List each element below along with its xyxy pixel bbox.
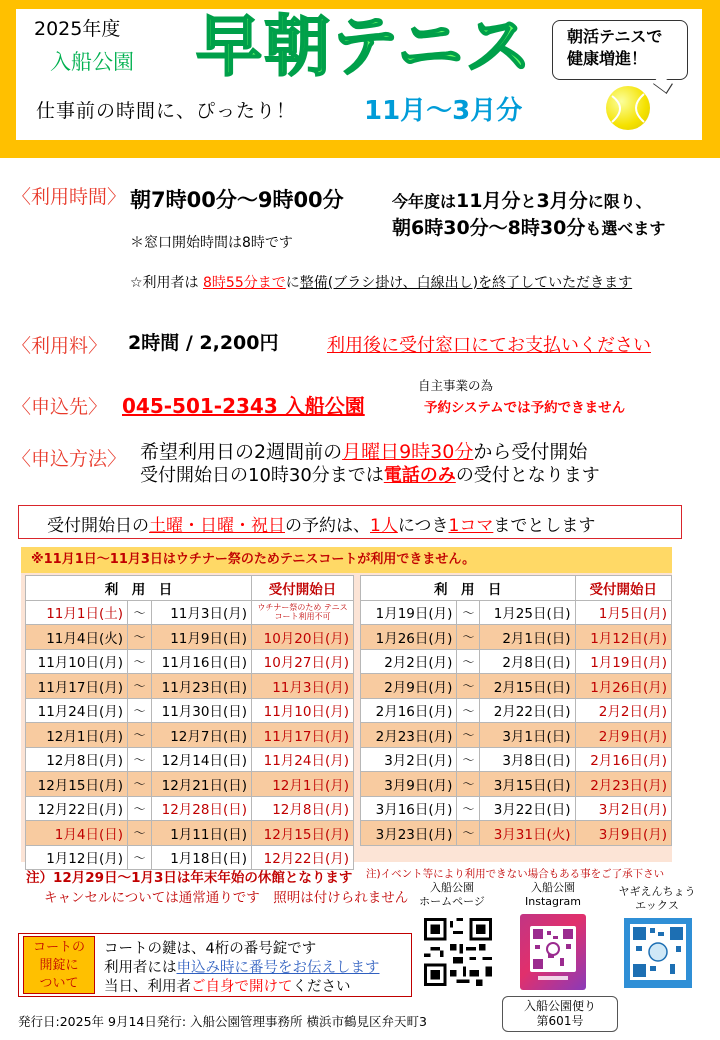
reception-start-date: 11月3日(月) — [252, 674, 354, 699]
reception-start-date: 11月24日(月) — [252, 747, 354, 772]
use-to-date: 11月3日(月) — [152, 600, 252, 625]
method-text: 希望利用日の2週間前の — [140, 441, 343, 463]
use-to-date: 2月15日(日) — [480, 674, 575, 699]
use-from-date: 2月16日(月) — [361, 698, 457, 723]
range-separator: ～ — [128, 772, 152, 797]
range-separator: ～ — [128, 600, 152, 625]
fee-note: 利用後に受付窓口にてお支払いください — [327, 335, 651, 356]
use-to-date: 2月8日(日) — [480, 649, 575, 674]
table-row — [361, 747, 672, 772]
use-from-date: 2月23日(月) — [361, 723, 457, 748]
hours-label: 〈利用時間〉 — [12, 186, 127, 208]
range-separator: ～ — [128, 821, 152, 846]
notice-text: 受付開始日の — [47, 516, 149, 536]
use-from-date: 2月9日(月) — [361, 674, 457, 699]
cancel-note: キャンセルについては通常通りです 照明は付けられません — [44, 890, 409, 906]
reception-start-date: 11月17日(月) — [252, 723, 354, 748]
hours-extra-text: と — [520, 192, 537, 211]
use-to-date: 11月9日(日) — [152, 625, 252, 650]
range-separator: ～ — [128, 698, 152, 723]
method-start-time: 月曜日9時30分 — [342, 441, 474, 463]
notice-slot: 1コマ — [448, 516, 494, 536]
table-header-row — [361, 576, 672, 601]
use-from-date: 3月2日(月) — [361, 747, 457, 772]
table-row — [26, 723, 354, 748]
use-from-date: 3月9日(月) — [361, 772, 457, 797]
key-text: ください — [292, 979, 351, 995]
apply-to-label: 〈申込先〉 — [12, 396, 108, 418]
hours-time: 朝7時00分～9時00分 — [130, 188, 344, 212]
table-row — [361, 796, 672, 821]
maint-text: ☆利用者は — [130, 275, 199, 291]
reception-start-date: 10月27日(月) — [252, 649, 354, 674]
table-row — [361, 649, 672, 674]
range-separator: ～ — [128, 674, 152, 699]
hours-extra-mar: 3月分 — [536, 190, 588, 212]
qr-label-line: 入船公園 — [531, 881, 575, 894]
col-header-use: 利 用 日 — [361, 576, 576, 601]
range-separator: ～ — [457, 821, 480, 846]
use-to-date: 2月22日(日) — [480, 698, 575, 723]
use-to-date: 11月30日(日) — [152, 698, 252, 723]
key-line1: コートの鍵は、4桁の番号錠です — [104, 941, 317, 957]
range-separator: ～ — [128, 845, 152, 870]
use-to-date: 11月16日(日) — [152, 649, 252, 674]
method-text: 受付開始日の10時30分までは — [140, 465, 384, 486]
range-separator: ～ — [457, 625, 480, 650]
tag-line: 入船公園便り — [523, 999, 596, 1013]
notice-text: までとします — [493, 516, 596, 536]
table-row — [361, 674, 672, 699]
qr-insta-label — [516, 881, 590, 909]
qr-label-line: ホームページ — [419, 895, 485, 908]
table-row — [26, 796, 354, 821]
use-to-date: 1月25日(日) — [480, 600, 575, 625]
table-row — [361, 625, 672, 650]
range-separator: ～ — [457, 747, 480, 772]
reception-start-date: 12月8日(月) — [252, 796, 354, 821]
method-label: 〈申込方法〉 — [12, 448, 127, 470]
fee-label: 〈利用料〉 — [12, 335, 108, 357]
homepage-qr-icon[interactable] — [424, 918, 492, 986]
bubble-line: 健康増進！ — [567, 49, 648, 68]
schedule-table — [21, 547, 672, 868]
reception-start-date: 2月23日(月) — [575, 772, 671, 797]
use-from-date: 2月2日(月) — [361, 649, 457, 674]
col-header-start: 受付開始日 — [252, 576, 354, 601]
park-name: 入船公園 — [50, 50, 134, 74]
reception-start-date: 11月10日(月) — [252, 698, 354, 723]
reception-start-date: 10月20日(月) — [252, 625, 354, 650]
table-row — [26, 600, 354, 625]
use-from-date: 1月26日(月) — [361, 625, 457, 650]
qr-label-line: 入船公園 — [430, 881, 474, 894]
use-from-date: 11月24日(月) — [26, 698, 128, 723]
use-to-date: 12月7日(日) — [152, 723, 252, 748]
use-to-date: 3月31日(火) — [480, 821, 575, 846]
reception-start-date: 3月9日(月) — [575, 821, 671, 846]
table-header-row — [26, 576, 354, 601]
notice-text: につき — [397, 516, 449, 536]
event-note: 注)イベント等により利用できない場合もある事をご了承下さい — [366, 868, 665, 880]
reception-start-date: 2月2日(月) — [575, 698, 671, 723]
reception-start-date: 1月5日(月) — [575, 600, 671, 625]
range-separator: ～ — [457, 772, 480, 797]
use-to-date: 12月28日(日) — [152, 796, 252, 821]
use-from-date: 3月23日(月) — [361, 821, 457, 846]
range-separator: ～ — [457, 723, 480, 748]
x-qr-icon[interactable] — [624, 918, 692, 988]
key-text: 利用者には — [104, 960, 177, 976]
col-header-use: 利 用 日 — [26, 576, 252, 601]
maint-deadline: 8時55分まで — [203, 275, 286, 291]
use-to-date: 1月11日(日) — [152, 821, 252, 846]
instagram-qr-icon[interactable] — [520, 914, 586, 990]
range-separator: ～ — [457, 796, 480, 821]
use-to-date: 3月8日(日) — [480, 747, 575, 772]
table-row — [26, 698, 354, 723]
apply-note: 自主事業の為 — [418, 378, 494, 393]
use-to-date: 1月18日(日) — [152, 845, 252, 870]
issue-info: 発行日:2025年 9月14日発行: 入船公園管理事務所 横浜市鶴見区弁天町3 — [18, 1014, 427, 1029]
table-row — [26, 674, 354, 699]
newsletter-tag — [502, 996, 618, 1032]
range-separator: ～ — [128, 723, 152, 748]
use-from-date: 12月1日(月) — [26, 723, 128, 748]
page-title: 早朝テニス — [196, 8, 534, 85]
qr-label-line: エックス — [635, 899, 679, 912]
notice-days: 土曜・日曜・祝日 — [149, 516, 285, 536]
reservation-limit-notice — [18, 505, 682, 539]
hours-extra-text: も選べます — [585, 219, 666, 238]
season-period: 11月～3月分 — [364, 96, 523, 126]
use-from-date: 12月22日(月) — [26, 796, 128, 821]
notice-text: の予約は、 — [285, 516, 370, 536]
reception-start-date: 3月2日(月) — [575, 796, 671, 821]
tag-line: 第601号 — [536, 1014, 584, 1028]
maint-text: に — [285, 275, 300, 291]
key-info-label — [23, 936, 95, 994]
page-subtitle: 仕事前の時間に、ぴったり！ — [36, 100, 297, 122]
key-line3 — [104, 975, 351, 996]
fiscal-year: 2025年度 — [34, 18, 121, 40]
use-from-date: 11月17日(月) — [26, 674, 128, 699]
phone-number[interactable]: 045-501-2343 入船公園 — [122, 394, 365, 418]
table-banner: ※11月1日～11月3日はウチナー祭のためテニスコートが利用できません。 — [21, 547, 672, 573]
use-to-date: 3月15日(日) — [480, 772, 575, 797]
key-highlight: 申込み時に番号をお伝えします — [176, 960, 380, 976]
use-from-date: 11月10日(月) — [26, 649, 128, 674]
range-separator: ～ — [128, 747, 152, 772]
use-from-date: 12月15日(月) — [26, 772, 128, 797]
table-row — [361, 723, 672, 748]
method-line1 — [140, 437, 587, 464]
hours-extra-nov: 11月分 — [456, 190, 521, 212]
reception-start-date: 2月9日(月) — [575, 723, 671, 748]
use-from-date: 11月1日(土) — [26, 600, 128, 625]
hours-early-time: 朝6時30分～8時30分 — [392, 217, 586, 239]
apply-note-red: 予約システムでは予約できません — [424, 400, 626, 416]
fee-value: 2時間 / 2,200円 — [128, 332, 279, 354]
key-label-line: コートの — [32, 940, 85, 955]
hours-extra-text: 今年度は — [392, 192, 457, 211]
use-from-date: 12月8日(月) — [26, 747, 128, 772]
table-row — [361, 821, 672, 846]
col-header-start: 受付開始日 — [575, 576, 671, 601]
table-row — [26, 625, 354, 650]
range-separator: ～ — [128, 649, 152, 674]
use-to-date: 12月21日(日) — [152, 772, 252, 797]
reception-start-date: 1月12日(月) — [575, 625, 671, 650]
tennis-ball-icon — [606, 86, 650, 130]
speech-bubble — [552, 20, 688, 80]
reception-start-date: 12月22日(月) — [252, 845, 354, 870]
hours-extra — [392, 186, 652, 213]
qr-label-line: ヤギえんちょう — [618, 885, 696, 898]
method-text: から受付開始 — [473, 441, 588, 463]
key-label-line: ついて — [39, 976, 79, 991]
hours-extra-time — [392, 213, 665, 240]
reception-start-date: ウチナー祭のため テニスコート利用不可 — [252, 600, 354, 625]
key-text: 当日、利用者 — [104, 979, 191, 995]
reception-start-date: 2月16日(月) — [575, 747, 671, 772]
use-from-date: 1月4日(日) — [26, 821, 128, 846]
reception-start-date: 1月19日(月) — [575, 649, 671, 674]
hours-extra-text: に限り、 — [587, 192, 652, 211]
holiday-note: 注）12月29日～1月3日は年末年始の休館となります — [26, 870, 353, 886]
use-from-date: 1月19日(月) — [361, 600, 457, 625]
qr-label-line: Instagram — [525, 895, 581, 908]
use-to-date: 3月22日(日) — [480, 796, 575, 821]
schedule-table-left — [25, 575, 354, 870]
range-separator: ～ — [128, 796, 152, 821]
range-separator: ～ — [457, 674, 480, 699]
maintenance-note — [130, 272, 632, 292]
table-row — [26, 772, 354, 797]
reception-start-date: 12月15日(月) — [252, 821, 354, 846]
bubble-line: 朝活テニスで — [567, 27, 663, 46]
key-label-line: 開錠に — [39, 958, 79, 973]
table-row — [361, 600, 672, 625]
table-row — [361, 772, 672, 797]
use-to-date: 3月1日(日) — [480, 723, 575, 748]
maint-task: 整備(ブラシ掛け、白線出し)を終了していただきます — [299, 275, 633, 291]
schedule-table-right — [360, 575, 672, 846]
range-separator: ～ — [457, 649, 480, 674]
window-note: ＊窓口開始時間は8時です — [130, 235, 293, 251]
use-from-date: 1月12日(月) — [26, 845, 128, 870]
range-separator: ～ — [457, 600, 480, 625]
use-from-date: 11月4日(火) — [26, 625, 128, 650]
reception-start-date: 1月26日(月) — [575, 674, 671, 699]
qr-yagi-label — [612, 885, 702, 913]
use-to-date: 12月14日(日) — [152, 747, 252, 772]
table-row — [361, 698, 672, 723]
range-separator: ～ — [457, 698, 480, 723]
method-line2 — [140, 461, 600, 487]
table-row — [26, 821, 354, 846]
qr-home-label — [412, 881, 492, 909]
table-row — [26, 747, 354, 772]
key-highlight: ご自身で開けて — [191, 979, 293, 995]
range-separator: ～ — [128, 625, 152, 650]
reception-start-date: 12月1日(月) — [252, 772, 354, 797]
use-to-date: 11月23日(日) — [152, 674, 252, 699]
method-text: の受付となります — [455, 465, 600, 486]
use-from-date: 3月16日(月) — [361, 796, 457, 821]
table-row — [26, 649, 354, 674]
notice-person: 1人 — [370, 516, 398, 536]
method-phone-only: 電話のみ — [383, 465, 456, 486]
use-to-date: 2月1日(日) — [480, 625, 575, 650]
key-line2 — [104, 956, 380, 977]
